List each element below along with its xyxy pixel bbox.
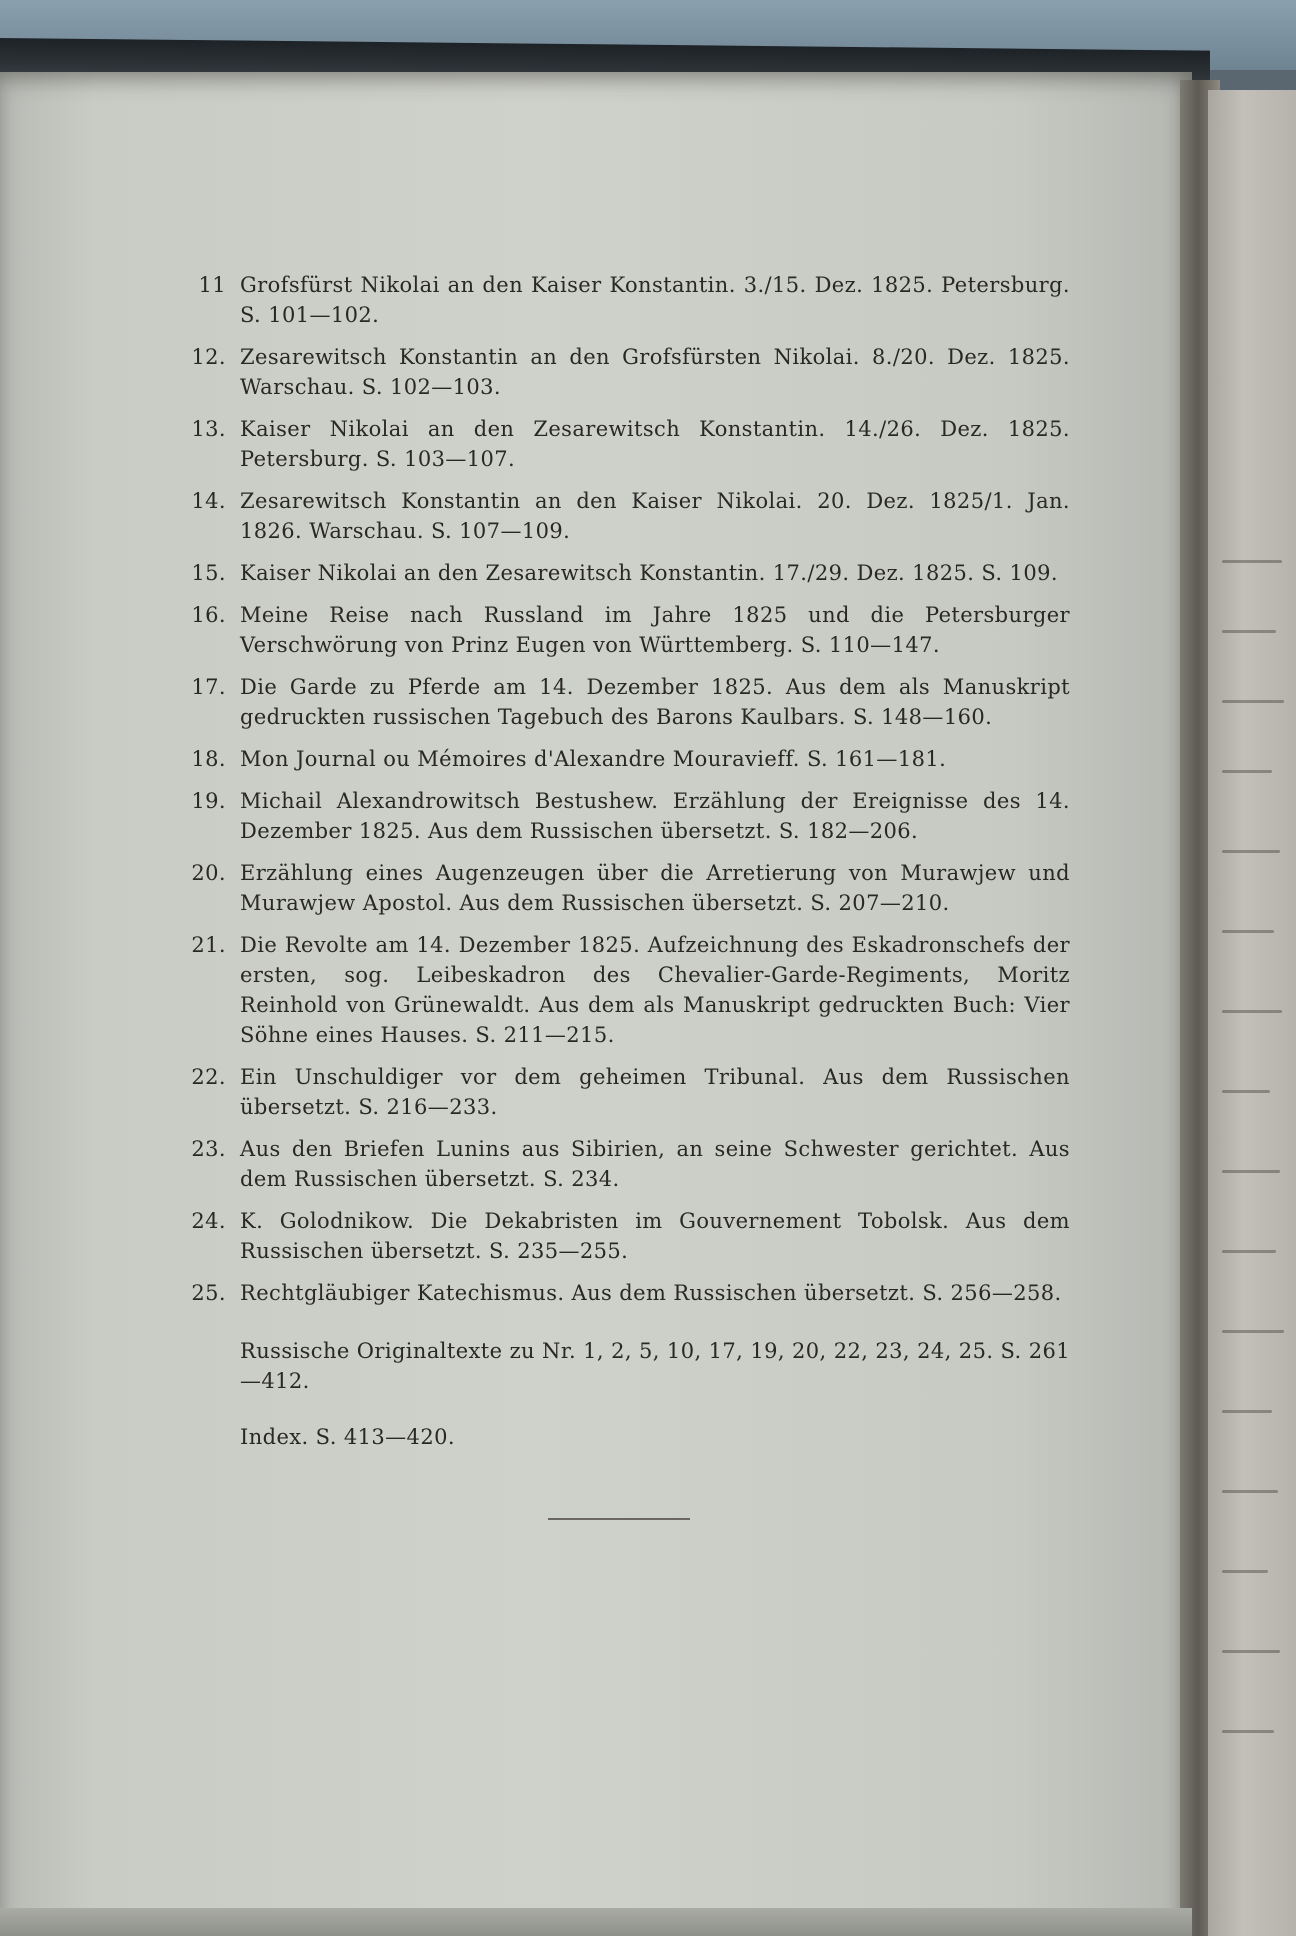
facing-page-edge bbox=[1208, 90, 1296, 1936]
entry-text: Zesarewitsch Konstantin an den Grofsfürsten Nikolai. 8./20. Dez. 1825. Warschau. S. 102—103. bbox=[240, 345, 1070, 399]
facing-page-text-fragment bbox=[1222, 700, 1284, 703]
toc-entry-12 bbox=[180, 342, 1070, 402]
entry-text: Mon Journal ou Mémoires d'Alexandre Mouravieff. S. 161—181. bbox=[240, 747, 947, 771]
closing-rule bbox=[548, 1518, 690, 1520]
toc-entry-23 bbox=[180, 1134, 1070, 1194]
entry-text: K. Golodnikow. Die Dekabristen im Gouvernement Tobolsk. Aus dem Russischen übersetzt. S. 235—255. bbox=[240, 1209, 1070, 1263]
entry-number: 17. bbox=[191, 675, 226, 699]
facing-page-text-fragment bbox=[1222, 1410, 1272, 1413]
facing-page-text-fragment bbox=[1222, 1490, 1278, 1493]
facing-page-text-fragment bbox=[1222, 1170, 1280, 1173]
entry-number: 23. bbox=[191, 1137, 226, 1161]
facing-page-text-fragment bbox=[1222, 1250, 1276, 1253]
entry-number: 12. bbox=[191, 345, 226, 369]
toc-entry-15 bbox=[180, 558, 1070, 588]
entry-number: 25. bbox=[191, 1281, 226, 1305]
facing-page-text-fragment bbox=[1222, 1730, 1274, 1733]
toc-entry-17 bbox=[180, 672, 1070, 732]
entry-number: 13. bbox=[191, 417, 226, 441]
entry-number: 18. bbox=[191, 747, 226, 771]
entry-text: Grofsfürst Nikolai an den Kaiser Konstantin. 3./15. Dez. 1825. Petersburg. S. 101—102. bbox=[240, 273, 1070, 327]
facing-page-text-fragment bbox=[1222, 1010, 1282, 1013]
entry-number: 14. bbox=[191, 489, 226, 513]
facing-page-text-fragment bbox=[1222, 930, 1274, 933]
entry-number: 21. bbox=[191, 933, 226, 957]
entry-text: Kaiser Nikolai an den Zesarewitsch Konstantin. 14./26. Dez. 1825. Petersburg. S. 103—107. bbox=[240, 417, 1070, 471]
toc-entry-18 bbox=[180, 744, 1070, 774]
toc-entry-24 bbox=[180, 1206, 1070, 1266]
toc-entry-22 bbox=[180, 1062, 1070, 1122]
entry-text: Kaiser Nikolai an den Zesarewitsch Konstantin. 17./29. Dez. 1825. S. 109. bbox=[240, 561, 1058, 585]
facing-page-text-fragment bbox=[1222, 770, 1272, 773]
entry-text: Rechtgläubiger Katechismus. Aus dem Russischen übersetzt. S. 256—258. bbox=[240, 1281, 1062, 1305]
toc-entry-20 bbox=[180, 858, 1070, 918]
entry-text: Michail Alexandrowitsch Bestushew. Erzählung der Ereignisse des 14. Dezember 1825. Aus dem Russischen übersetzt. S. 182—206. bbox=[240, 789, 1070, 843]
entry-text: Erzählung eines Augenzeugen über die Arretierung von Murawjew und Murawjew Apostol. Aus dem Russischen übersetzt. S. 207—210. bbox=[240, 861, 1070, 915]
entry-number: 16. bbox=[191, 603, 226, 627]
facing-page-text-fragment bbox=[1222, 1330, 1284, 1333]
entry-text: Ein Unschuldiger vor dem geheimen Tribunal. Aus dem Russischen übersetzt. S. 216—233. bbox=[240, 1065, 1070, 1119]
entry-number: 15. bbox=[191, 561, 226, 585]
entry-number: 20. bbox=[191, 861, 226, 885]
facing-page-text-fragment bbox=[1222, 1090, 1270, 1093]
facing-page-text-fragment bbox=[1222, 1650, 1280, 1653]
entry-number: 24. bbox=[191, 1209, 226, 1233]
entry-number: 19. bbox=[191, 789, 226, 813]
entry-text: Die Garde zu Pferde am 14. Dezember 1825. Aus dem als Manuskript gedruckten russischen Tagebuch des Barons Kaulbars. S. 148—160. bbox=[240, 675, 1070, 729]
original-texts-note: Russische Originaltexte zu Nr. 1, 2, 5, 10, 17, 19, 20, 22, 23, 24, 25. S. 261—412. bbox=[240, 1339, 1070, 1393]
toc-entry-21 bbox=[180, 930, 1070, 1050]
entry-text: Meine Reise nach Russland im Jahre 1825 und die Petersburger Verschwörung von Prinz Eugen von Württemberg. S. 110—147. bbox=[240, 603, 1070, 657]
toc-entry-19 bbox=[180, 786, 1070, 846]
table-of-contents bbox=[180, 270, 1070, 1452]
index-reference: Index. S. 413—420. bbox=[240, 1425, 455, 1449]
facing-page-text-fragment bbox=[1222, 850, 1280, 853]
entry-number: 22. bbox=[191, 1065, 226, 1089]
entry-text: Die Revolte am 14. Dezember 1825. Aufzeichnung des Eskadronschefs der ersten, sog. Leibeskadron des Chevalier-Garde-Regiments, Moritz Reinhold von Grünewaldt. Aus dem als Manuskript gedruckten Buch: Vier Söhne eines Hauses. S. 211—215. bbox=[240, 933, 1070, 1047]
facing-page-text-fragment bbox=[1222, 1570, 1268, 1573]
toc-entry-13 bbox=[180, 414, 1070, 474]
entry-text: Aus den Briefen Lunins aus Sibirien, an seine Schwester gerichtet. Aus dem Russischen übersetzt. S. 234. bbox=[240, 1137, 1070, 1191]
toc-entry-14 bbox=[180, 486, 1070, 546]
facing-page-text-fragment bbox=[1222, 630, 1276, 633]
toc-entry-25 bbox=[180, 1278, 1070, 1308]
toc-entry-11 bbox=[180, 270, 1070, 330]
page-bottom-edge bbox=[0, 1908, 1192, 1936]
toc-entry-16 bbox=[180, 600, 1070, 660]
facing-page-text-fragment bbox=[1222, 560, 1282, 563]
entry-text: Zesarewitsch Konstantin an den Kaiser Nikolai. 20. Dez. 1825/1. Jan. 1826. Warschau. S. 107—109. bbox=[240, 489, 1070, 543]
entry-number: 11 bbox=[198, 273, 226, 297]
